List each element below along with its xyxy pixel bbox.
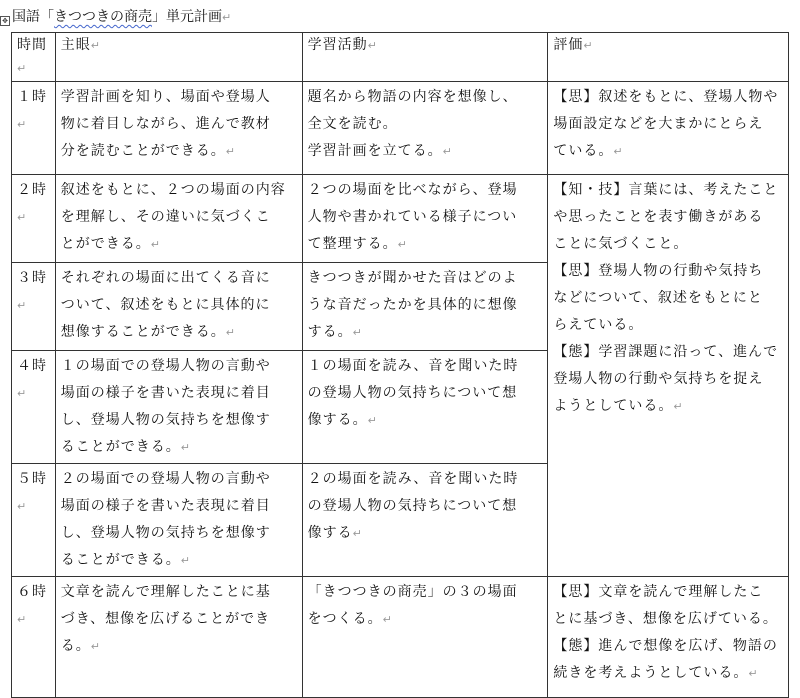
table-header-row	[12, 33, 789, 82]
time-cell[interactable]: ２時↵	[12, 175, 56, 263]
paragraph-mark-icon: ↵	[352, 326, 363, 339]
aim-cell-line: づき、想像を広げることができ	[60, 611, 271, 627]
aim-cell-line: とができる。↵	[60, 236, 161, 252]
header-evaluation[interactable]: 評価↵	[548, 33, 789, 82]
activity-cell-line: ２の場面を読み、音を聞いた時	[307, 471, 519, 487]
activity-cell-line: きつつきが聞かせた音はどのよ	[307, 270, 518, 286]
activity-cell-line: する。↵	[307, 324, 363, 340]
evaluation-cell-line: 【態】進んで想像を広げ、物語の	[553, 638, 778, 654]
title-prefix: 国語「	[12, 9, 54, 25]
activity-cell-line: 全文を読む。	[307, 116, 398, 132]
paragraph-mark-icon: ↵	[397, 238, 408, 251]
evaluation-cell-line: 【思】文章を読んで理解したこ	[553, 584, 764, 600]
evaluation-cell-merged-line: ことに気づくこと。	[553, 236, 689, 252]
activity-cell[interactable]	[302, 351, 548, 464]
paragraph-mark-icon: ↵	[673, 400, 684, 413]
aim-cell-line: を理解し、その違いに気づくこ	[60, 209, 271, 225]
activity-cell[interactable]	[302, 464, 548, 577]
paragraph-mark-icon: ↵	[17, 613, 28, 626]
evaluation-cell-merged-line: らえている。	[553, 317, 644, 333]
aim-cell-line: し、登場人物の気持ちを想像す	[60, 412, 271, 428]
table-row	[12, 577, 789, 698]
table-row	[12, 175, 789, 263]
time-cell[interactable]: ４時↵	[12, 351, 56, 464]
evaluation-cell-merged-line: などについて、叙述をもとにと	[553, 290, 763, 306]
evaluation-cell-merged-line: 登場人物の行動や気持ちを捉え	[553, 371, 764, 387]
title-spellcheck-text: きつつきの商売	[54, 9, 152, 25]
aim-cell-line: ることができる。↵	[60, 439, 191, 455]
aim-cell[interactable]	[55, 263, 302, 351]
activity-cell-line: 学習計画を立てる。↵	[307, 143, 453, 159]
time-cell[interactable]: ３時↵	[12, 263, 56, 351]
header-activity[interactable]: 学習活動↵	[302, 33, 548, 82]
evaluation-cell-merged-line: や思ったことを表す働きがある	[553, 209, 764, 225]
activity-cell-line: をつくる。↵	[307, 611, 393, 627]
evaluation-cell[interactable]	[548, 577, 789, 698]
aim-cell[interactable]	[55, 175, 302, 263]
evaluation-cell-line: 続きを考えようとしている。↵	[553, 665, 759, 681]
table-move-handle-icon[interactable]: ✥	[0, 16, 10, 26]
activity-cell-line: 題名から物語の内容を想像し、	[307, 89, 518, 105]
aim-cell-line: 分を読むことができる。↵	[60, 143, 236, 159]
evaluation-cell-merged-line: 【態】学習課題に沿って、進んで	[553, 344, 779, 360]
unit-plan-table	[11, 32, 789, 698]
title-suffix: 」単元計画	[152, 9, 222, 25]
aim-cell-line: ることができる。↵	[60, 552, 191, 568]
paragraph-mark-icon: ↵	[180, 441, 191, 454]
aim-cell-line: 想像することができる。↵	[60, 324, 236, 340]
aim-cell-line: それぞれの場面に出てくる音に	[60, 270, 271, 286]
evaluation-cell-line: 場面設定などを大まかにとらえ	[553, 116, 764, 132]
paragraph-mark-icon: ↵	[17, 211, 28, 224]
paragraph-mark-icon: ↵	[225, 145, 236, 158]
paragraph-mark-icon: ↵	[352, 527, 363, 540]
activity-cell-line: 像する↵	[307, 525, 363, 541]
evaluation-cell[interactable]	[548, 82, 789, 175]
aim-cell[interactable]	[55, 351, 302, 464]
paragraph-mark-icon: ↵	[442, 145, 453, 158]
document-title	[12, 6, 231, 29]
evaluation-cell-merged-line: 【思】登場人物の行動や気持ち	[553, 263, 764, 279]
paragraph-mark-icon: ↵	[17, 387, 28, 400]
paragraph-mark-icon: ↵	[382, 613, 393, 626]
activity-cell-line: 人物や書かれている様子につい	[307, 209, 518, 225]
aim-cell[interactable]	[55, 464, 302, 577]
activity-cell[interactable]	[302, 263, 548, 351]
paragraph-mark-icon: ↵	[17, 500, 28, 513]
aim-cell-line: ２の場面での登場人物の言動や	[60, 471, 271, 487]
evaluation-cell-merged[interactable]	[548, 175, 789, 577]
activity-cell-line: １の場面を読み、音を聞いた時	[307, 358, 519, 374]
paragraph-mark-icon: ↵	[180, 554, 191, 567]
evaluation-cell-merged-line: 【知・技】言葉には、考えたこと	[553, 182, 779, 198]
activity-cell-line: 像する。↵	[307, 412, 378, 428]
paragraph-mark-icon: ↵	[367, 414, 378, 427]
header-time[interactable]: 時間↵	[12, 33, 56, 82]
paragraph-mark-icon: ↵	[150, 238, 161, 251]
paragraph-mark-icon: ↵	[90, 640, 101, 653]
aim-cell-line: 場面の様子を書いた表現に着目	[60, 498, 271, 514]
paragraph-mark-icon: ↵	[225, 326, 236, 339]
aim-cell-line: １の場面での登場人物の言動や	[60, 358, 271, 374]
evaluation-cell-line: 【思】叙述をもとに、登場人物や	[553, 89, 779, 105]
aim-cell-line: 場面の様子を書いた表現に着目	[60, 385, 271, 401]
evaluation-cell-merged-line: ようとしている。↵	[553, 398, 684, 414]
paragraph-mark-icon: ↵	[222, 11, 232, 24]
paragraph-mark-icon: ↵	[17, 299, 28, 312]
table-row	[12, 82, 789, 175]
header-aim[interactable]: 主眼↵	[55, 33, 302, 82]
evaluation-cell-line: とに基づき、想像を広げている。	[553, 611, 778, 627]
activity-cell-line: ２つの場面を比べながら、登場	[307, 182, 518, 198]
time-cell[interactable]: ６時↵	[12, 577, 56, 698]
activity-cell-line: て整理する。↵	[307, 236, 408, 252]
activity-cell-line: 「きつつきの商売」の３の場面	[307, 584, 518, 600]
paragraph-mark-icon: ↵	[17, 118, 28, 131]
aim-cell-line: 学習計画を知り、場面や登場人	[60, 89, 271, 105]
activity-cell-line: うな音だったかを具体的に想像	[307, 297, 518, 313]
aim-cell[interactable]	[55, 577, 302, 698]
aim-cell-line: 叙述をもとに、２つの場面の内容	[60, 182, 286, 198]
paragraph-mark-icon: ↵	[613, 145, 624, 158]
time-cell[interactable]: ５時↵	[12, 464, 56, 577]
activity-cell[interactable]	[302, 175, 548, 263]
activity-cell[interactable]	[302, 577, 548, 698]
aim-cell-line: し、登場人物の気持ちを想像す	[60, 525, 271, 541]
activity-cell-line: の登場人物の気持ちについて想	[307, 498, 518, 514]
paragraph-mark-icon: ↵	[748, 667, 759, 680]
time-cell[interactable]: １時↵	[12, 82, 56, 175]
aim-cell-line: る。↵	[60, 638, 101, 654]
aim-cell-line: ついて、叙述をもとに具体的に	[60, 297, 271, 313]
activity-cell[interactable]	[302, 82, 548, 175]
activity-cell-line: の登場人物の気持ちについて想	[307, 385, 518, 401]
aim-cell-line: 物に着目しながら、進んで教材	[60, 116, 271, 132]
evaluation-cell-line: ている。↵	[553, 143, 624, 159]
aim-cell[interactable]	[55, 82, 302, 175]
aim-cell-line: 文章を読んで理解したことに基	[60, 584, 271, 600]
